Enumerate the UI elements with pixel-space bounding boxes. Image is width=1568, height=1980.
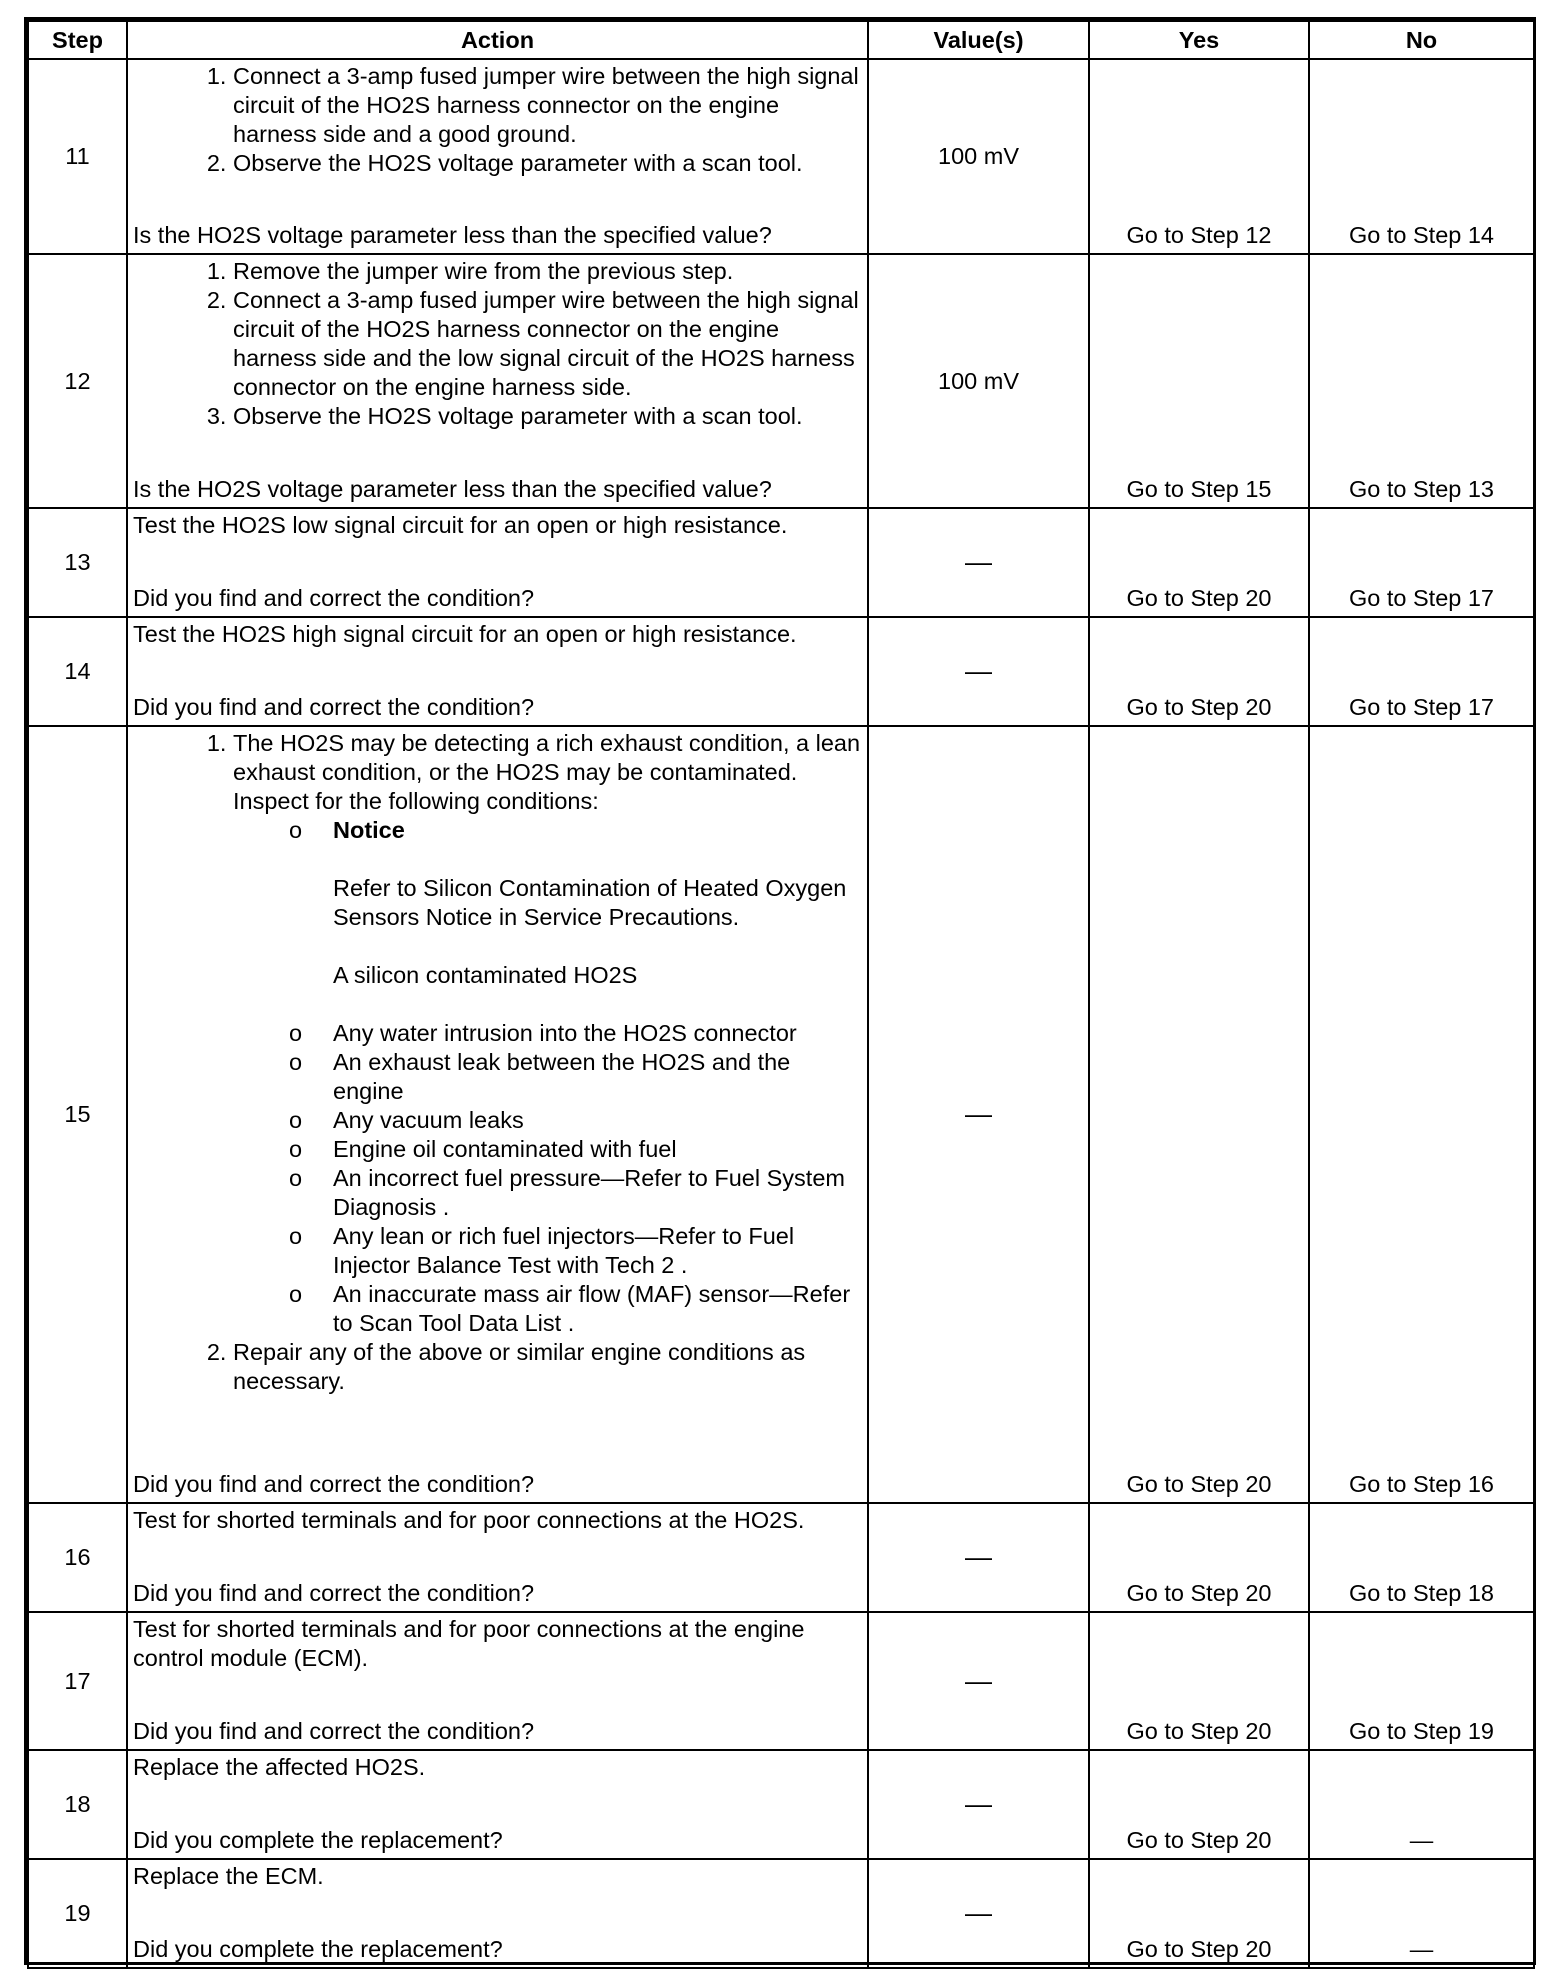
condition-text: Engine oil contaminated with fuel [333, 1136, 677, 1162]
yes-cell: Go to Step 20 [1089, 508, 1309, 617]
table-row-step-14 [28, 617, 1534, 726]
notice-text: Refer to Silicon Contamination of Heated Oxygen Sensors Notice in Service Precautions. [333, 875, 847, 930]
question-text: Is the HO2S voltage parameter less than the specified value? [133, 222, 772, 248]
yes-cell: Go to Step 20 [1089, 1859, 1309, 1968]
table-row-step-11 [28, 59, 1534, 254]
action-text: Test for shorted terminals and for poor connections at the HO2S. [133, 1507, 805, 1533]
value-cell: — [868, 1503, 1089, 1612]
header-row [28, 21, 1534, 59]
action-text: Replace the ECM. [133, 1863, 324, 1889]
header-yes: Yes [1089, 21, 1309, 59]
table-row-step-17 [28, 1612, 1534, 1750]
question-text: Is the HO2S voltage parameter less than the specified value? [133, 476, 772, 502]
condition-text: Any lean or rich fuel injectors—Refer to Fuel Injector Balance Test with Tech 2 . [333, 1223, 795, 1278]
bullet-icon: o [289, 1049, 303, 1075]
step-number: 12 [28, 254, 127, 508]
bullet-icon: o [289, 1223, 303, 1249]
question-text: Did you find and correct the condition? [133, 585, 535, 611]
question-text: Did you complete the replacement? [133, 1827, 503, 1853]
table-row-step-16 [28, 1503, 1534, 1612]
table-row-step-19 [28, 1859, 1534, 1968]
question-text: Did you find and correct the condition? [133, 1580, 535, 1606]
action-cell [127, 617, 868, 726]
table-row-step-12 [28, 254, 1534, 508]
action-cell [127, 1750, 868, 1859]
bullet-icon: o [289, 1020, 303, 1046]
question-text: Did you find and correct the condition? [133, 694, 535, 720]
step-number: 11 [28, 59, 127, 254]
action-cell [127, 1503, 868, 1612]
no-cell: — [1309, 1859, 1534, 1968]
procedure-item: 2. Observe the HO2S voltage parameter with a scan tool. [233, 149, 863, 178]
action-text: Replace the affected HO2S. [133, 1754, 426, 1780]
yes-cell: Go to Step 12 [1089, 59, 1309, 254]
value-cell: — [868, 1612, 1089, 1750]
procedure-item: 3. Observe the HO2S voltage parameter with a scan tool. [233, 402, 863, 431]
question-text: Did you find and correct the condition? [133, 1471, 535, 1497]
step-number: 19 [28, 1859, 127, 1968]
value-cell: — [868, 726, 1089, 1503]
no-cell: Go to Step 19 [1309, 1612, 1534, 1750]
procedure-item: 1. Connect a 3-amp fused jumper wire between the high signal circuit of the HO2S harness connector on the engine harness side and a good ground. [233, 62, 863, 149]
diagnostic-table-document [24, 17, 1536, 1965]
condition-item [289, 1280, 863, 1338]
condition-text: An inaccurate mass air flow (MAF) sensor—Refer to Scan Tool Data List . [333, 1281, 851, 1336]
action-cell [127, 59, 868, 254]
no-cell: Go to Step 14 [1309, 59, 1534, 254]
value-cell: — [868, 617, 1089, 726]
condition-item [289, 1048, 863, 1106]
yes-cell: Go to Step 20 [1089, 726, 1309, 1503]
value-cell: 100 mV [868, 254, 1089, 508]
step-number: 18 [28, 1750, 127, 1859]
notice-title: Notice [333, 817, 405, 843]
action-text: Test the HO2S high signal circuit for an open or high resistance. [133, 621, 797, 647]
notice-subtext: A silicon contaminated HO2S [333, 962, 638, 988]
value-cell: 100 mV [868, 59, 1089, 254]
header-action: Action [127, 21, 868, 59]
procedure-list [133, 729, 863, 1396]
value-cell: — [868, 1750, 1089, 1859]
no-cell: Go to Step 18 [1309, 1503, 1534, 1612]
procedure-item: 2. Repair any of the above or similar engine conditions as necessary. [233, 1338, 863, 1396]
action-cell [127, 726, 868, 1503]
condition-item [289, 1222, 863, 1280]
bullet-icon: o [289, 1165, 303, 1191]
procedure-item: 2. Connect a 3-amp fused jumper wire between the high signal circuit of the HO2S harness connector on the engine harness side and the low signal circuit of the HO2S harness connector on the engine harness side. [233, 286, 863, 402]
condition-item [289, 1106, 863, 1135]
step-number: 13 [28, 508, 127, 617]
value-cell: — [868, 1859, 1089, 1968]
bullet-icon: o [289, 1281, 303, 1307]
table-row-step-18 [28, 1750, 1534, 1859]
bullet-icon: o [289, 817, 303, 843]
header-step: Step [28, 21, 127, 59]
question-text: Did you find and correct the condition? [133, 1718, 535, 1744]
procedure-item: 1. Remove the jumper wire from the previous step. [233, 257, 863, 286]
procedure-list [133, 257, 863, 431]
table-row-step-15 [28, 726, 1534, 1503]
bullet-icon: o [289, 1107, 303, 1133]
condition-item [289, 1019, 863, 1048]
step-number: 14 [28, 617, 127, 726]
condition-text: An incorrect fuel pressure—Refer to Fuel System Diagnosis . [333, 1165, 845, 1220]
condition-item [289, 1135, 863, 1164]
table-row-step-13 [28, 508, 1534, 617]
header-values: Value(s) [868, 21, 1089, 59]
diagnostic-table [27, 20, 1535, 1969]
step-number: 17 [28, 1612, 127, 1750]
action-cell [127, 508, 868, 617]
action-text: Test for shorted terminals and for poor connections at the engine control module (ECM). [133, 1616, 805, 1671]
condition-text: Any vacuum leaks [333, 1107, 524, 1133]
no-cell: Go to Step 13 [1309, 254, 1534, 508]
condition-item [289, 1164, 863, 1222]
yes-cell: Go to Step 15 [1089, 254, 1309, 508]
no-cell: — [1309, 1750, 1534, 1859]
procedure-list [133, 62, 863, 178]
action-cell [127, 1859, 868, 1968]
action-cell [127, 254, 868, 508]
header-no: No [1309, 21, 1534, 59]
yes-cell: Go to Step 20 [1089, 1503, 1309, 1612]
procedure-item-text: The HO2S may be detecting a rich exhaust condition, a lean exhaust condition, or the HO2S may be contaminated. Inspect for the following conditions: [233, 730, 861, 814]
condition-list [233, 816, 863, 1338]
step-number: 15 [28, 726, 127, 1503]
condition-text: Any water intrusion into the HO2S connector [333, 1020, 797, 1046]
no-cell: Go to Step 16 [1309, 726, 1534, 1503]
step-number: 16 [28, 1503, 127, 1612]
no-cell: Go to Step 17 [1309, 508, 1534, 617]
no-cell: Go to Step 17 [1309, 617, 1534, 726]
bullet-icon: o [289, 1136, 303, 1162]
notice-item [289, 816, 863, 1019]
procedure-item [233, 729, 863, 1338]
value-cell: — [868, 508, 1089, 617]
yes-cell: Go to Step 20 [1089, 1612, 1309, 1750]
condition-text: An exhaust leak between the HO2S and the engine [333, 1049, 791, 1104]
action-text: Test the HO2S low signal circuit for an open or high resistance. [133, 512, 788, 538]
action-cell [127, 1612, 868, 1750]
yes-cell: Go to Step 20 [1089, 617, 1309, 726]
question-text: Did you complete the replacement? [133, 1936, 503, 1962]
yes-cell: Go to Step 20 [1089, 1750, 1309, 1859]
